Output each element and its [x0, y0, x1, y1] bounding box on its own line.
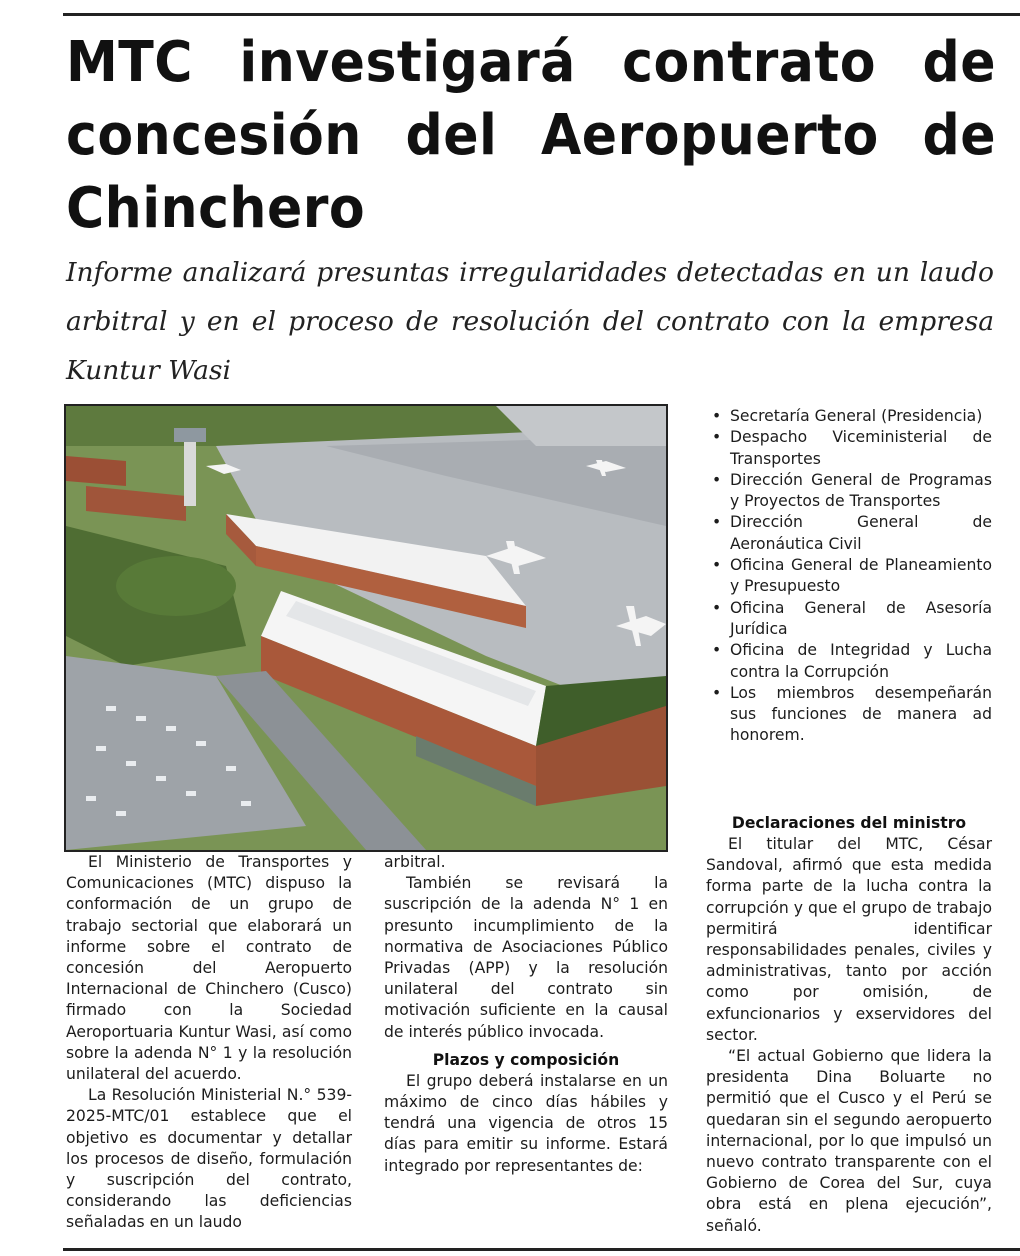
paragraph: “El actual Gobierno que lidera la presidenta Dina Boluarte no permitió que el Cusco y el Perú se quedaran sin el segundo aeropuerto internacional, por lo que impulsó un nuevo contrato transparente con el Gobierno de Corea del Sur, cuya obra está en plena ejecución”, señaló.: [706, 1047, 992, 1235]
headline: MTC investigará contrato de concesión del Aeropuerto de Chinchero: [66, 30, 996, 241]
paragraph: La Resolución Ministerial N.° 539-2025-MTC/01 establece que el objetivo es documentar y detallar los procesos de diseño, formulación y suscripción del contrato, considerando las deficiencias señaladas en un laudo: [66, 1086, 352, 1232]
list-item: • Secretaría General (Presidencia): [706, 406, 992, 427]
paragraph: También se revisará la suscripción de la adenda N° 1 en presunto incumplimiento de la normativa de Asociaciones Público Privadas (APP) y la resolución unilateral del contrato sin motivación suficiente en la causal de interés público invocada.: [384, 874, 668, 1041]
article-column-2: [384, 852, 668, 1177]
airport-illustration: [66, 406, 666, 850]
airport-rendering-image: [64, 404, 668, 852]
list-item: • Oficina de Integridad y Lucha contra la Corrupción: [706, 640, 992, 683]
list-item: • Dirección General de Aeronáutica Civil: [706, 512, 992, 555]
article-column-3: [706, 812, 992, 1237]
paragraph: El grupo deberá instalarse en un máximo de cinco días hábiles y tendrá una vigencia de otros 15 días para emitir su informe. Estará integrado por representantes de:: [384, 1071, 668, 1175]
article-column-1: [66, 852, 352, 1234]
list-item: • Despacho Viceministerial de Transportes: [706, 427, 992, 470]
list-item: • Los miembros desempeñarán sus funciones de manera ad honorem.: [706, 683, 992, 747]
paragraph: El Ministerio de Transportes y Comunicaciones (MTC) dispuso la conformación de un grupo de trabajo sectorial que elaborará un informe sobre el contrato de concesión del Aeropuerto Internacional de Chinchero (Cusco) firmado con la Sociedad Aeroportuaria Kuntur Wasi, así como sobre la adenda N° 1 y la resolución unilateral del acuerdo.: [66, 853, 352, 1084]
list-item: • Oficina General de Asesoría Jurídica: [706, 598, 992, 641]
list-item: • Dirección General de Programas y Proyectos de Transportes: [706, 470, 992, 513]
paragraph: El titular del MTC, César Sandoval, afirmó que esta medida forma parte de la lucha contra la corrupción y que el grupo de trabajo permitirá identificar responsabilidades penales, civiles y administrativas, tanto por acción como por omisión, de exfuncionarios y exservidores del sector.: [706, 835, 992, 1044]
section-subhead: Declaraciones del ministro: [731, 814, 967, 832]
paragraph: arbitral.: [384, 853, 446, 871]
representatives-list: [706, 406, 992, 747]
top-rule: [63, 13, 1020, 16]
list-item: • Oficina General de Planeamiento y Presupuesto: [706, 555, 992, 598]
section-subhead: Plazos y composición: [432, 1050, 620, 1069]
subtitle: Informe analizará presuntas irregularidades detectadas en un laudo arbitral y en el proceso de resolución del contrato con la empresa Kuntur Wasi: [66, 257, 994, 386]
bottom-rule: [63, 1248, 1020, 1251]
